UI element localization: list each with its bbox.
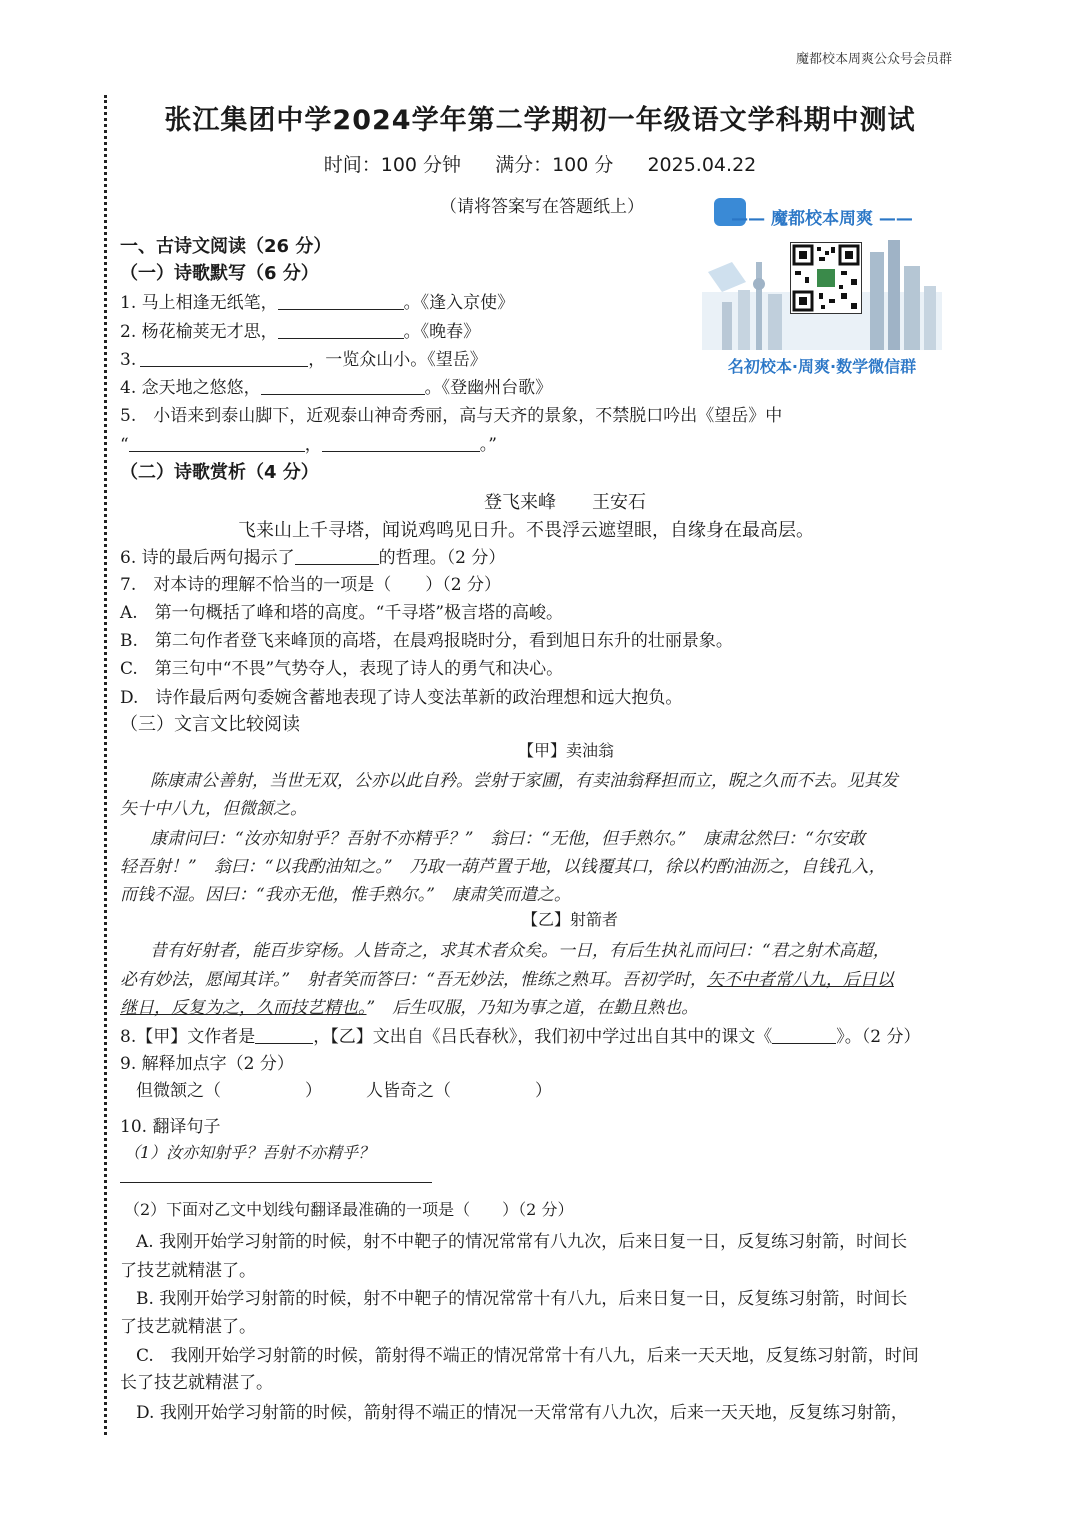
question-7: 7. 对本诗的理解不恰当的一项是（ ）（2 分） [120,575,501,595]
q9-item-1-text: 但微颔之（ [136,1081,221,1101]
q10-option-c-line1: C. 我刚开始学习射箭的时候，箭射得不端正的情况常常十有八九，后来一天天地，反复练习射箭，时间 [136,1346,919,1366]
q10-option-c-line2: 长了技艺就精湛了。 [120,1373,273,1393]
passage-jia-title: 【甲】卖油翁 [518,741,615,760]
question-6 [120,543,505,568]
q8-blank-1 [255,1042,313,1044]
question-3 [120,345,487,370]
q7-option-c: C. 第三句中“不畏”气势夺人，表现了诗人的勇气和决心。 [120,659,564,679]
yi-line-1: 昔有好射者，能百步穿杨。人皆奇之，求其术者众矣。一日，有后生执礼而问曰：“君之射术高超， [150,941,890,961]
yi-underlined-sentence-1: 矢不中者常八九，后日以 [706,970,894,990]
q7-option-d: D. 诗作最后两句委婉含蓄地表现了诗人变法革新的政治理想和远大抱负。 [120,688,683,708]
q10-option-d-line1: D. 我刚开始学习射箭的时候，箭射得不端正的情况一天常常有八九次，后来一天天地，反复练习射箭， [136,1403,908,1423]
exam-date: 2025.04.22 [647,154,757,176]
q1-prompt: 1. 马上相逢无纸笔， [120,293,278,313]
q2-prompt: 2. 杨花榆荚无才思， [120,322,278,342]
q10-item-1: （1）汝亦知射乎？吾射不亦精乎？ [124,1143,375,1162]
q5-comma: ， [304,435,322,455]
q1-blank [278,308,404,310]
watermark: 魔都校本周爽公众号会员群 [795,52,952,67]
section-1-title: 一、古诗文阅读（26 分） [120,236,332,257]
q9-item-2 [366,1076,552,1101]
exam-meta [0,150,1080,177]
q2-source: 。《晚春》 [403,322,481,342]
question-1 [120,288,514,313]
exam-score: 满分：100 分 [495,154,614,176]
q6-blank [295,563,379,565]
q6-prompt: 6. 诗的最后两句揭示了 [120,548,295,568]
poem-text: 飞来山上千寻塔，闻说鸡鸣见日升。不畏浮云遮望眼，自缘身在最高层。 [238,520,814,541]
question-9: 9. 解释加点字（2 分） [120,1054,294,1074]
yi-line-2 [120,965,894,990]
q4-source: 。《登幽州台歌》 [424,378,553,398]
q4-blank [261,393,425,395]
q8-middle: ，【乙】文出自《吕氏春秋》，我们初中学过出自其中的课文《 [313,1027,773,1047]
q2-blank [278,337,404,339]
promo-banner [702,196,942,381]
q9-item-1-close: ） [305,1081,322,1101]
jia-line-3: 康肃问曰：“汝亦知射乎？吾射不亦精乎？” 翁曰：“无他，但手熟尔。” 康肃忿然曰：“尔安敢 [150,829,865,849]
q8-points: 》。（2 分） [836,1027,921,1047]
q9-item-2-close: ） [535,1081,552,1101]
passage-yi-title: 【乙】射箭者 [522,910,619,929]
promo-caption: 名初校本·周爽·数学微信群 [727,357,917,376]
q8-blank-2 [772,1042,836,1044]
q3-blank [140,365,308,367]
q10-option-b-line1: B. 我刚开始学习射箭的时候，射不中靶子的情况常常十有八九，后来日复一日，反复练习射箭，时间长 [136,1289,908,1309]
question-2 [120,317,480,342]
q7-option-b: B. 第二句作者登飞来峰顶的高塔，在晨鸡报晓时分，看到旭日东升的壮丽景象。 [120,631,733,651]
q6-points: 的哲理。（2 分） [378,548,506,568]
q9-item-1 [136,1076,322,1101]
question-5-blanks [120,430,497,455]
jia-line-4: 轻吾射！” 翁曰：“以我酌油知之。” 乃取一葫芦置于地，以钱覆其口，徐以杓酌油沥之，自钱孔入， [120,857,886,877]
q10-option-a-line2: 了技艺就精湛了。 [120,1261,256,1281]
yi-line-3 [120,993,698,1018]
q9-item-2-text: 人皆奇之（ [366,1081,451,1101]
q1-source: 。《逢入京使》 [403,293,515,313]
q10-option-a-line1: A. 我刚开始学习射箭的时候，射不中靶子的情况常常有八九次，后来日复一日，反复练习射箭，时间长 [136,1232,908,1252]
q5-blank-2 [322,450,480,452]
page-title: 张江集团中学2024学年第二学期初一年级语文学科期中测试 [164,105,916,136]
q10-item-2: （2）下面对乙文中划线句翻译最准确的一项是（ ）（2 分） [124,1200,574,1219]
exam-time: 时间：100 分钟 [323,154,462,176]
part-2-title: （二）诗歌赏析（4 分） [120,462,319,483]
q8-prompt: 8.【甲】文作者是 [120,1027,256,1047]
part-1-title: （一）诗歌默写（6 分） [120,263,319,284]
q10-option-b-line2: 了技艺就精湛了。 [120,1317,256,1337]
q10-answer-line [120,1182,432,1183]
jia-line-2: 矢十中八九，但微颔之。 [120,799,307,819]
question-10: 10. 翻译句子 [120,1117,221,1137]
q5-blank-1 [129,450,305,452]
yi-line-3-text: ” 后生叹服，乃知为事之道，在勤且熟也。 [366,998,699,1018]
poem-title: 登飞来峰 王安石 [484,492,646,513]
part-3-title: （三）文言文比较阅读 [120,714,300,735]
binding-margin-line [104,95,107,1435]
question-4 [120,373,552,398]
q4-prompt: 4. 念天地之悠悠， [120,378,261,398]
q3-number: 3. [120,350,137,370]
promo-brand: —— 魔都校本周爽 —— [731,209,913,229]
q3-source: ，一览众山小。《望岳》 [308,350,487,370]
question-5: 5. 小语来到泰山脚下，近观泰山神奇秀丽，高与天齐的景象，不禁脱口吟出《望岳》中 [120,406,783,426]
jia-line-5: 而钱不湿。因曰：“我亦无他，惟手熟尔。” 康肃笑而遣之。 [120,885,571,905]
question-8 [120,1022,920,1047]
q7-option-a: A. 第一句概括了峰和塔的高度。“千寻塔”极言塔的高峻。 [120,603,564,623]
answer-note: （请将答案写在答题纸上） [440,197,644,217]
jia-line-1: 陈康肃公善射，当世无双，公亦以此自矜。尝射于家圃，有卖油翁释担而立，睨之久而不去。见其发 [150,771,898,791]
qr-code-icon [790,242,862,314]
q5-quote-open: “ [120,435,129,455]
yi-underlined-sentence-2: 继日，反复为之，久而技艺精也。 [120,998,367,1018]
q5-quote-close: 。” [479,435,497,455]
yi-line-2-text: 必有妙法，愿闻其详。” 射者笑而答曰：“吾无妙法，惟练之熟耳。吾初学时， [120,970,707,990]
